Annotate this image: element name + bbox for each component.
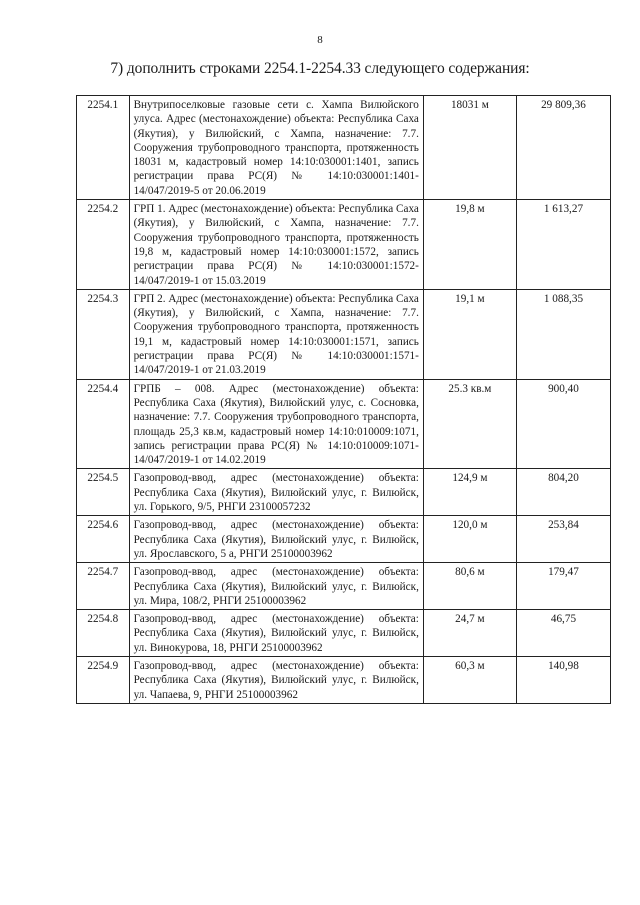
row-length: 124,9 м [423, 469, 516, 516]
row-description: Газопровод-ввод, адрес (местонахождение) объекта: Республика Саха (Якутия), Вилюйский улус, г. Вилюйск, ул. Чапаева, 9, РНГИ 25100003962 [129, 656, 423, 703]
table-row [77, 96, 611, 200]
row-description: Газопровод-ввод, адрес (местонахождение) объекта: Республика Саха (Якутия), Вилюйский улус, г. Вилюйск, ул. Винокурова, 18, РНГИ 25100003962 [129, 610, 423, 657]
row-description: Внутрипоселковые газовые сети с. Хампа Вилюйского улуса. Адрес (местонахождение) объекта: Республика Саха (Якутия), у Вилюйский, с Хампа, назначение: 7.7. Сооружения трубопроводного транспорта, протяженность 18031 м, кадастровый номер 14:10:030001:1401, запись регистрации права РС(Я) № 14:10:030001:1401-14/047/2019-5 от 20.06.2019 [129, 96, 423, 200]
row-description: ГРПБ – 008. Адрес (местонахождение) объекта: Республика Саха (Якутия), Вилюйский улус, с. Сосновка, назначение: 7.7. Сооружения трубопроводного транспорта, площадь 25,3 кв.м, кадастровый номер 14:10:010009:1071, запись регистрации права РС(Я) № 14:10:010009:1071-14/047/2019-1 от 14.02.2019 [129, 379, 423, 469]
row-number: 2254.9 [77, 656, 130, 703]
row-length: 24,7 м [423, 610, 516, 657]
table-row [77, 289, 611, 379]
row-number: 2254.2 [77, 200, 130, 290]
table-row [77, 469, 611, 516]
row-value: 253,84 [516, 516, 610, 563]
row-number: 2254.6 [77, 516, 130, 563]
page-number: 8 [317, 34, 323, 46]
table-row [77, 563, 611, 610]
row-value: 140,98 [516, 656, 610, 703]
row-description: Газопровод-ввод, адрес (местонахождение) объекта: Республика Саха (Якутия), Вилюйский улус, г. Вилюйск, ул. Ярославского, 5 а, РНГИ 25100003962 [129, 516, 423, 563]
row-value: 46,75 [516, 610, 610, 657]
row-length: 19,1 м [423, 289, 516, 379]
row-number: 2254.3 [77, 289, 130, 379]
row-value: 804,20 [516, 469, 610, 516]
row-value: 179,47 [516, 563, 610, 610]
row-number: 2254.7 [77, 563, 130, 610]
row-number: 2254.4 [77, 379, 130, 469]
table-row [77, 656, 611, 703]
row-value: 1 088,35 [516, 289, 610, 379]
property-table-body [77, 96, 611, 704]
row-number: 2254.8 [77, 610, 130, 657]
row-length: 60,3 м [423, 656, 516, 703]
table-row [77, 379, 611, 469]
row-length: 120,0 м [423, 516, 516, 563]
row-value: 900,40 [516, 379, 610, 469]
row-length: 18031 м [423, 96, 516, 200]
row-value: 29 809,36 [516, 96, 610, 200]
table-row [77, 200, 611, 290]
row-description: ГРП 2. Адрес (местонахождение) объекта: Республика Саха (Якутия), у Вилюйский, с Хампа, назначение: 7.7. Сооружения трубопроводного транспорта, протяженность 19,1 м, кадастровый номер 14:10:030001:1571, запись регистрации права РС(Я) № 14:10:030001:1571-14/047/2019-1 от 21.03.2019 [129, 289, 423, 379]
row-value: 1 613,27 [516, 200, 610, 290]
property-table [76, 95, 611, 704]
row-number: 2254.1 [77, 96, 130, 200]
row-length: 19,8 м [423, 200, 516, 290]
row-length: 80,6 м [423, 563, 516, 610]
amendment-heading: 7) дополнить строками 2254.1-2254.33 следующего содержания: [110, 60, 530, 77]
row-description: Газопровод-ввод, адрес (местонахождение) объекта: Республика Саха (Якутия), Вилюйский улус, г. Вилюйск, ул. Горького, 9/5, РНГИ 23100057232 [129, 469, 423, 516]
row-description: ГРП 1. Адрес (местонахождение) объекта: Республика Саха (Якутия), у Вилюйский, с Хампа, назначение: 7.7. Сооружения трубопроводного транспорта, протяженность 19,8 м, кадастровый номер 14:10:030001:1572, запись регистрации права РС(Я) № 14:10:030001:1572-14/047/2019-1 от 15.03.2019 [129, 200, 423, 290]
table-row [77, 516, 611, 563]
row-number: 2254.5 [77, 469, 130, 516]
row-description: Газопровод-ввод, адрес (местонахождение) объекта: Республика Саха (Якутия), Вилюйский улус, г. Вилюйск, ул. Мира, 108/2, РНГИ 25100003962 [129, 563, 423, 610]
row-length: 25.3 кв.м [423, 379, 516, 469]
table-row [77, 610, 611, 657]
